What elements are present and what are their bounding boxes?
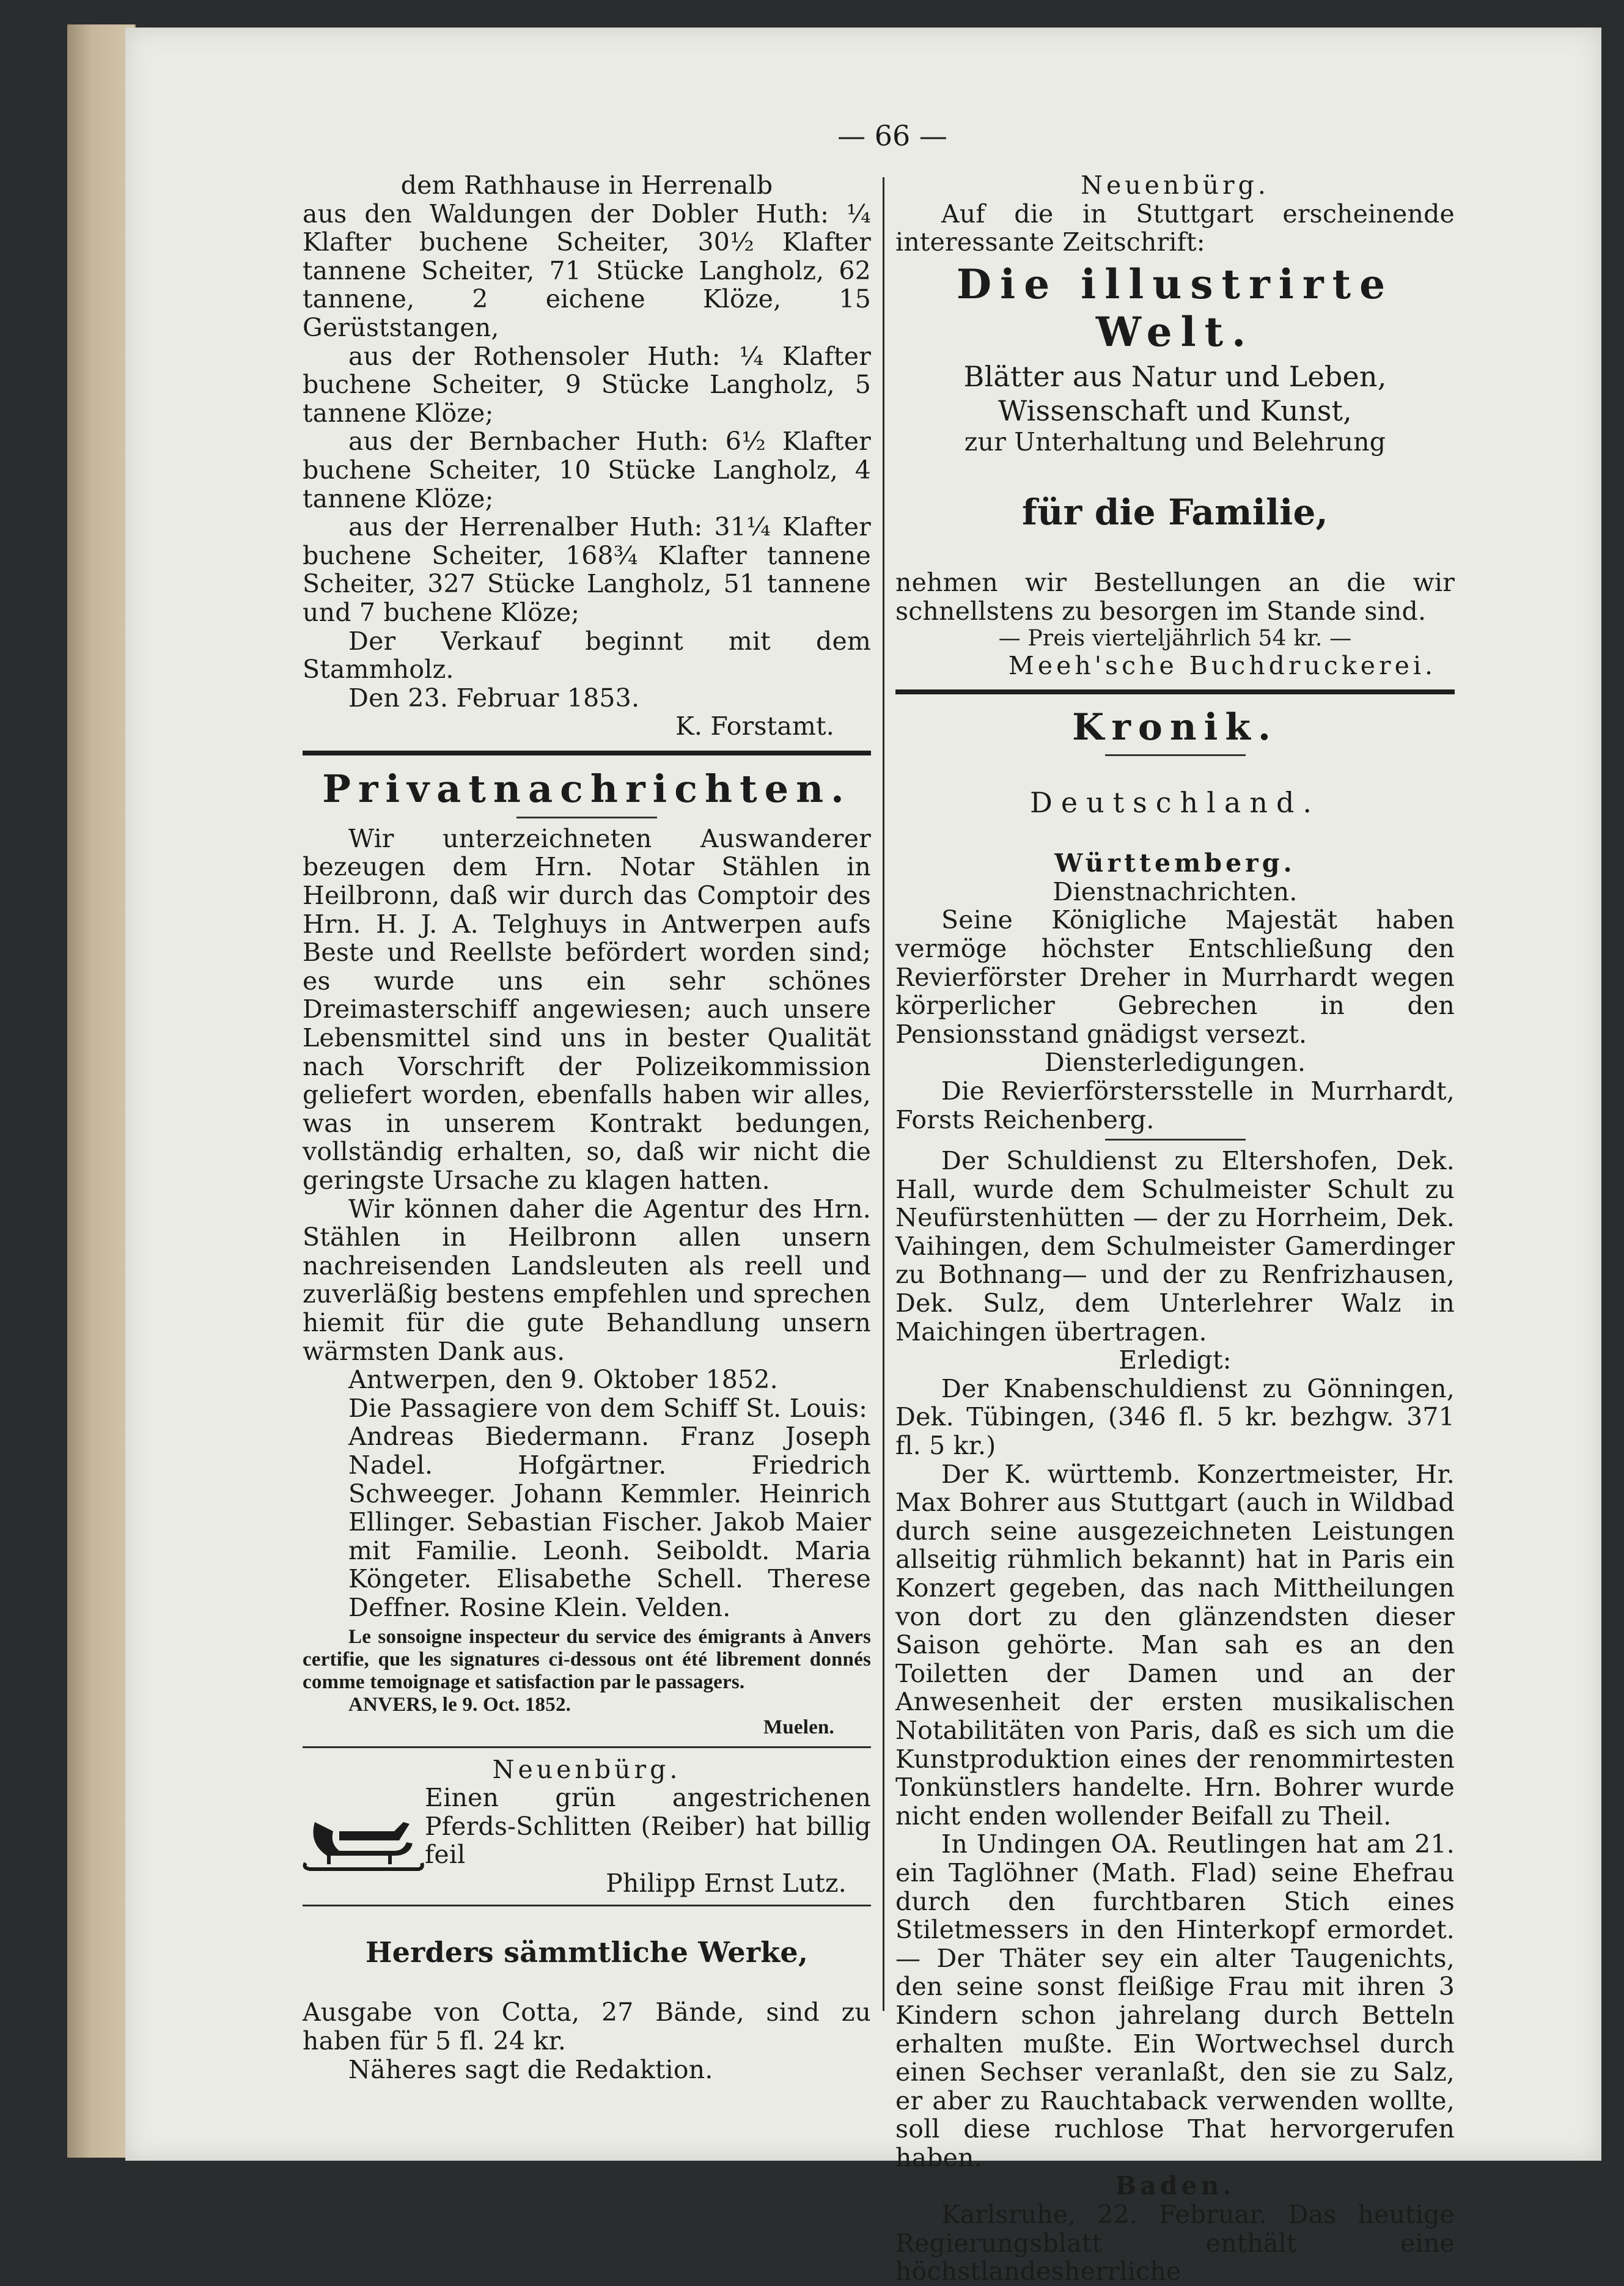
- subtitle-3: zur Unterhaltung und Belehrung: [964, 427, 1386, 457]
- privatnachrichten-heading: Privatnachrichten.: [322, 766, 851, 811]
- lutz-signature: Philipp Ernst Lutz.: [606, 1868, 847, 1898]
- news-divider: [1105, 1139, 1246, 1141]
- sleigh-icon: [303, 1807, 425, 1874]
- french-certification: Le sonsoigne inspecteur du service des émigrants à Anvers certifie, que les signatures ci-dessous ont été librement donnés comme temoignage et satisfaction par le passagers.: [303, 1625, 871, 1693]
- sale-rothensol: aus der Rothensoler Huth: ¼ Klafter buchene Scheiter, 9 Stücke Langholz, 5 tannene Klöze;: [303, 341, 871, 428]
- herder-heading: Herders sämmtliche Werke,: [365, 1936, 809, 1969]
- ad-rule: [303, 1746, 871, 1748]
- subtitle-1: Blätter aus Natur und Leben,: [963, 359, 1387, 393]
- illustrirte-welt-title: Die illustrirte Welt.: [956, 260, 1394, 356]
- sale-dobler: aus den Waldungen der Dobler Huth: ¼ Klafter buchene Scheiter, 30½ Klafter tannene Scheiter, 71 Stücke Langholz, 62 tannene, 2 eichene Klöze, 15 Gerüststangen,: [303, 199, 871, 342]
- sale-herrenalb: aus der Herrenalber Huth: 31¼ Klafter buchene Scheiter, 168¾ Klafter tannene Scheiter, 327 Stücke Langholz, 51 tannene und 7 buchene Klöze;: [303, 512, 871, 627]
- price: — Preis vierteljährlich 54 kr. —: [998, 625, 1352, 651]
- right-dateline: Neuenbürg.: [1081, 171, 1269, 200]
- section-rule: [303, 751, 871, 755]
- right-column: [895, 171, 1455, 2286]
- familie-title: für die Familie,: [1022, 491, 1328, 534]
- subtitle-2: Wissenschaft und Kunst,: [998, 394, 1353, 427]
- news-konzert: Der K. württemb. Konzertmeister, Hr. Max Bohrer aus Stuttgart (auch in Wildbad durch seine ausgezeichneten Leistungen allseitig rühmlich bekannt) hat in Paris ein Konzert gegeben, das nach Mittheilungen von dort zu den glänzendsten dieser Saison gehörte. Man sah es an den Toiletten der Damen und an der Anwesenheit der ersten musikalischen Notabilitäten von Paris, daß es sich um die Kunstproduktion eines der renommirtesten Tonkünstlers handelte. Hrn. Bohrer wurde nicht enden wollender Beifall zu Theil.: [895, 1459, 1455, 1831]
- news-schuldienst: Der Schuldienst zu Eltershofen, Dek. Hall, wurde dem Schulmeister Schult zu Neufürstenhütten — der zu Horrheim, Dek. Vaihingen, dem Schulmeister Gamerdinger zu Bothnang— und der zu Renfrizhausen, Dek. Sulz, dem Unterlehrer Walz in Maichingen übertragen.: [895, 1146, 1455, 1347]
- passengers-intro: Die Passagiere von dem Schiff St. Louis:: [348, 1393, 868, 1423]
- sleigh-offer: Einen grün angestrichenen Pferds-Schlitten (Reiber) hat billig feil: [425, 1783, 871, 1870]
- passenger-names: Andreas Biedermann. Franz Joseph Nadel. Hofgärtner. Friedrich Schweeger. Johann Kemmler. Heinrich Ellinger. Sebastian Fischer. Jakob Maier mit Familie. Leonh. Seiboldt. Maria Köngeter. Elisabethe Schell. Therese Deffner. Rosine Klein. Velden.: [348, 1422, 871, 1622]
- kronik-underline: [1105, 754, 1246, 756]
- news-revierfoerster: Die Revierförstersstelle in Murrhardt, Forsts Reichenberg.: [895, 1076, 1455, 1134]
- emigrant-recommendation: Wir können daher die Agentur des Hrn. Stählen in Heilbronn allen unsern nachreisenden Landsleuten als reell und zuverläßig bestens empfehlen und sprechen hiemit für die gute Behandlung unsern wärmsten Dank aus.: [303, 1194, 871, 1366]
- printer-signature: Meeh'sche Buchdruckerei.: [1008, 650, 1436, 680]
- sale-date: Den 23. Februar 1853.: [348, 683, 640, 713]
- deutschland-heading: Deutschland.: [1029, 786, 1321, 820]
- news-pension: Seine Königliche Majestät haben vermöge höchster Entschließung den Revierförster Dreher in Murrhardt wegen körperlicher Gebrechen in den Pensionsstand gnädigst versezt.: [895, 905, 1455, 1049]
- sale-start: Der Verkauf beginnt mit dem Stammholz.: [303, 626, 871, 685]
- anvers-date: ANVERS, le 9. Oct. 1852.: [348, 1693, 571, 1716]
- page-number: — 66 —: [837, 119, 947, 152]
- kronik-rule: [895, 689, 1455, 694]
- column-divider: [883, 177, 884, 2011]
- emigrant-testimonial: Wir unterzeichneten Auswanderer bezeugen dem Hrn. Notar Stählen in Heilbronn, daß wir durch das Comptoir des Hrn. H. J. A. Telghuys in Antwerpen aufs Beste und Reellste befördert worden sind; es wurde uns ein sehr schönes Dreimasterschiff angewiesen; auch unsere Lebensmittel sind uns in bester Qualität nach Vorschrift der Polizeikommission geliefert worden, ebenfalls haben wir alles, was in unserem Kontrakt bedungen, vollständig erhalten, so, daß wir nicht die geringste Ursache zu klagen hatten.: [303, 823, 871, 1195]
- news-undingen: In Undingen OA. Reutlingen hat am 21. ein Taglöhner (Math. Flad) seine Ehefrau durch den furchtbaren Stich eines Stiletmessers in den Hinterkopf ermordet. — Der Thäter sey ein alter Taugenichts, den seine sonst fleißige Frau mit ihren 3 Kindern schon jahrelang durch Betteln erhalten mußte. Ein Wortwechsel durch einen Sechser veranlaßt, den sie zu Salz, er aber zu Rauchtaback verwenden wollte, soll diese ruchlose That hervorgerufen haben.: [895, 1829, 1455, 2172]
- baden-heading: Baden.: [1115, 2171, 1235, 2201]
- news-knabenschule: Der Knabenschuldienst zu Gönningen, Dek. Tübingen, (346 fl. 5 kr. bezhgw. 371 fl. 5 kr.): [895, 1373, 1455, 1461]
- herder-details: Näheres sagt die Redaktion.: [348, 2054, 713, 2084]
- diensterledigungen-heading: Diensterledigungen.: [1044, 1048, 1306, 1078]
- forstamt-signature: K. Forstamt.: [675, 711, 834, 741]
- wuerttemberg-heading: Württemberg.: [1054, 848, 1296, 878]
- muelen-signature: Muelen.: [763, 1716, 834, 1738]
- ad-rule-2: [303, 1905, 871, 1906]
- zeitschrift-intro: Auf die in Stuttgart erscheinende interessante Zeitschrift:: [895, 199, 1455, 257]
- herder-offer: Ausgabe von Cotta, 27 Bände, sind zu haben für 5 fl. 24 kr.: [303, 1997, 871, 2056]
- bestellung-text: nehmen wir Bestellungen an die wir schnellstens zu besorgen im Stande sind.: [895, 568, 1455, 626]
- heading-underline: [516, 817, 657, 818]
- sale-location: dem Rathhause in Herrenalb: [400, 171, 773, 200]
- neuenburg-dateline: Neuenbürg.: [492, 1754, 682, 1784]
- sale-bernbach: aus der Bernbacher Huth: 6½ Klafter buchene Scheiter, 10 Stücke Langholz, 4 tannene Klöze;: [303, 427, 871, 513]
- news-karlsruhe: Karlsruhe, 22. Februar. Das heutige Regierungsblatt enthält eine höchstlandesherrliche: [895, 2200, 1455, 2286]
- antwerpen-date: Antwerpen, den 9. Oktober 1852.: [348, 1365, 778, 1395]
- left-column: [303, 171, 871, 2084]
- sleigh-ad: [303, 1784, 871, 1897]
- erledigt-heading: Erledigt:: [1119, 1345, 1232, 1375]
- kronik-heading: Kronik.: [1072, 706, 1278, 749]
- dienstnachrichten-heading: Dienstnachrichten.: [1053, 877, 1298, 906]
